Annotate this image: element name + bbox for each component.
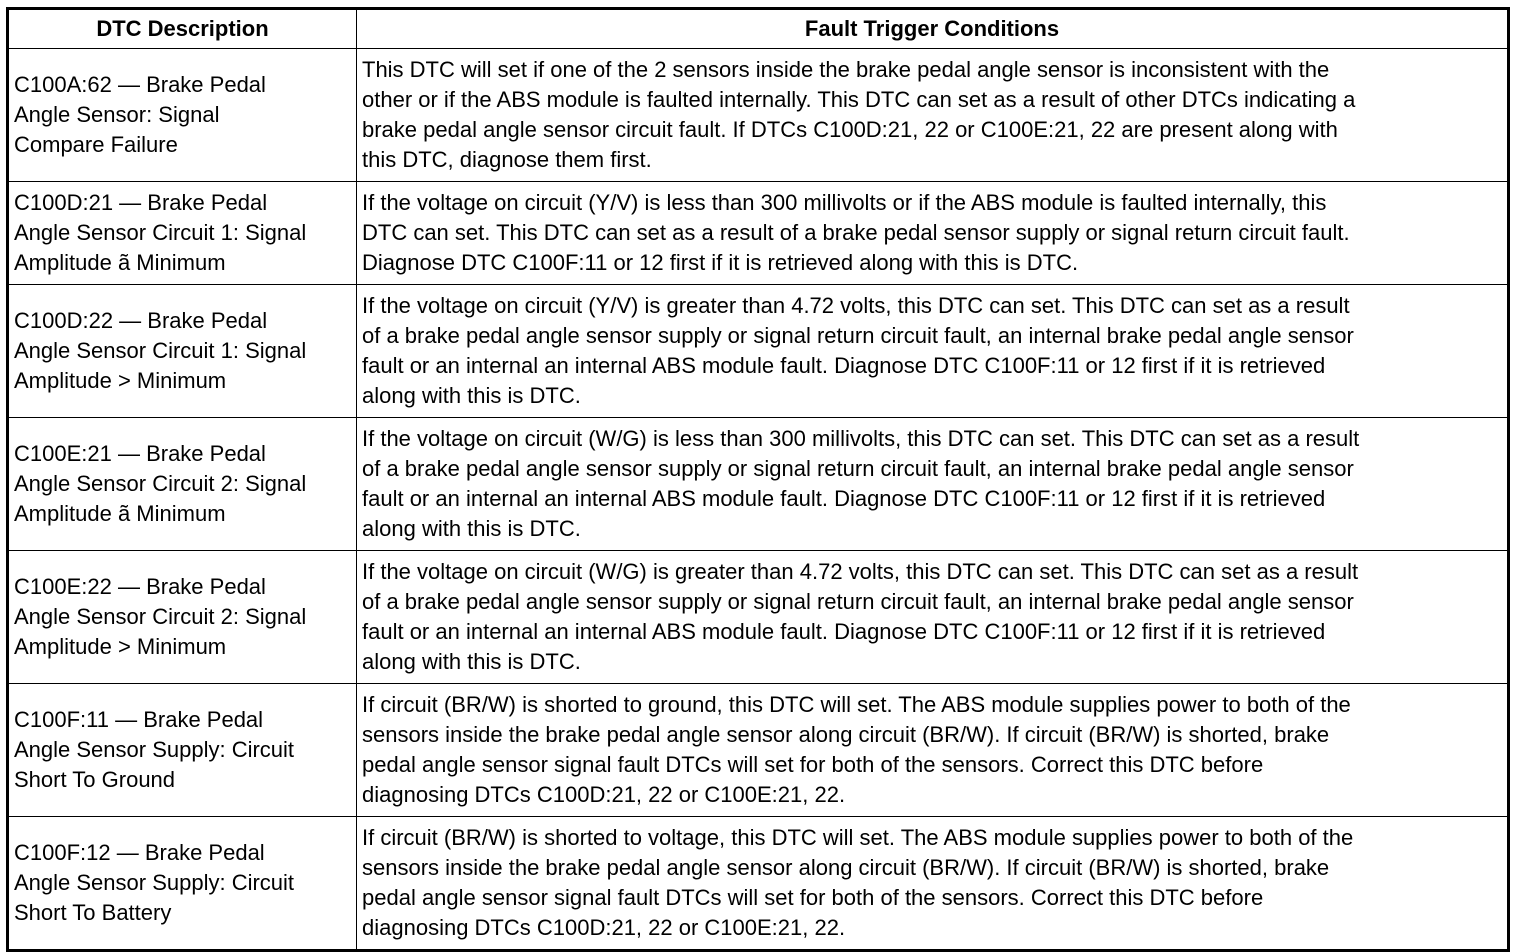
condition-line: this DTC, diagnose them first. <box>362 147 652 172</box>
description-line: C100D:21 — Brake Pedal <box>14 190 268 215</box>
fault-conditions-cell <box>357 418 1509 551</box>
condition-line: diagnosing DTCs C100D:21, 22 or C100E:21, 22. <box>362 915 846 940</box>
description-line: C100E:22 — Brake Pedal <box>14 574 266 599</box>
dtc-description-cell <box>8 182 357 285</box>
description-line: Amplitude ã Minimum <box>14 250 226 275</box>
description-line: C100D:22 — Brake Pedal <box>14 308 268 333</box>
fault-conditions-cell <box>357 684 1509 817</box>
table-row <box>8 684 1509 817</box>
description-line: C100E:21 — Brake Pedal <box>14 441 266 466</box>
condition-line: If the voltage on circuit (Y/V) is less than 300 millivolts or if the ABS module is faulted internally, this <box>362 190 1327 215</box>
table-row <box>8 418 1509 551</box>
condition-line: of a brake pedal angle sensor supply or signal return circuit fault, an internal brake pedal angle sensor <box>362 323 1354 348</box>
table-row <box>8 49 1509 182</box>
fault-conditions-cell <box>357 817 1509 951</box>
description-line: Angle Sensor Circuit 1: Signal <box>14 220 307 245</box>
dtc-description-cell <box>8 49 357 182</box>
condition-line: diagnosing DTCs C100D:21, 22 or C100E:21, 22. <box>362 782 846 807</box>
condition-line: fault or an internal an internal ABS module fault. Diagnose DTC C100F:11 or 12 first if it is retrieved <box>362 619 1326 644</box>
description-line: Angle Sensor Circuit 2: Signal <box>14 471 307 496</box>
condition-line: of a brake pedal angle sensor supply or signal return circuit fault, an internal brake pedal angle sensor <box>362 589 1354 614</box>
table-row <box>8 817 1509 951</box>
condition-line: along with this is DTC. <box>362 516 581 541</box>
header-fault-trigger-conditions: Fault Trigger Conditions <box>357 9 1509 49</box>
fault-conditions-cell <box>357 49 1509 182</box>
condition-line: If circuit (BR/W) is shorted to voltage, this DTC will set. The ABS module supplies power to both of the <box>362 825 1354 850</box>
fault-conditions-cell <box>357 285 1509 418</box>
dtc-description-cell <box>8 684 357 817</box>
condition-line: Diagnose DTC C100F:11 or 12 first if it is retrieved along with this is DTC. <box>362 250 1079 275</box>
dtc-description-cell <box>8 418 357 551</box>
condition-line: pedal angle sensor signal fault DTCs will set for both of the sensors. Correct this DTC before <box>362 885 1264 910</box>
condition-line: DTC can set. This DTC can set as a result of a brake pedal sensor supply or signal return circuit fault. <box>362 220 1350 245</box>
condition-line: If the voltage on circuit (Y/V) is greater than 4.72 volts, this DTC can set. This DTC can set as a result <box>362 293 1350 318</box>
condition-line: other or if the ABS module is faulted internally. This DTC can set as a result of other DTCs indicating a <box>362 87 1356 112</box>
table-row <box>8 285 1509 418</box>
header-dtc-description: DTC Description <box>8 9 357 49</box>
description-line: Compare Failure <box>14 132 178 157</box>
header-row <box>8 9 1509 49</box>
condition-line: pedal angle sensor signal fault DTCs will set for both of the sensors. Correct this DTC before <box>362 752 1264 777</box>
fault-conditions-cell <box>357 182 1509 285</box>
dtc-description-cell <box>8 817 357 951</box>
description-line: Angle Sensor Circuit 2: Signal <box>14 604 307 629</box>
condition-line: This DTC will set if one of the 2 sensors inside the brake pedal angle sensor is inconsistent with the <box>362 57 1330 82</box>
condition-line: along with this is DTC. <box>362 649 581 674</box>
condition-line: of a brake pedal angle sensor supply or signal return circuit fault, an internal brake pedal angle sensor <box>362 456 1354 481</box>
description-line: Amplitude > Minimum <box>14 634 227 659</box>
dtc-table <box>6 7 1510 952</box>
table-row <box>8 551 1509 684</box>
condition-line: If the voltage on circuit (W/G) is less than 300 millivolts, this DTC can set. This DTC can set as a result <box>362 426 1360 451</box>
condition-line: along with this is DTC. <box>362 383 581 408</box>
description-line: Amplitude > Minimum <box>14 368 227 393</box>
description-line: C100F:11 — Brake Pedal <box>14 707 264 732</box>
condition-line: brake pedal angle sensor circuit fault. If DTCs C100D:21, 22 or C100E:21, 22 are present along with <box>362 117 1338 142</box>
dtc-description-cell <box>8 285 357 418</box>
condition-line: fault or an internal an internal ABS module fault. Diagnose DTC C100F:11 or 12 first if it is retrieved <box>362 486 1326 511</box>
condition-line: sensors inside the brake pedal angle sensor along circuit (BR/W). If circuit (BR/W) is shorted, brake <box>362 722 1330 747</box>
dtc-description-cell <box>8 551 357 684</box>
description-line: Short To Ground <box>14 767 176 792</box>
condition-line: If circuit (BR/W) is shorted to ground, this DTC will set. The ABS module supplies power to both of the <box>362 692 1351 717</box>
description-line: Angle Sensor Supply: Circuit <box>14 870 295 895</box>
fault-conditions-cell <box>357 551 1509 684</box>
condition-line: sensors inside the brake pedal angle sensor along circuit (BR/W). If circuit (BR/W) is shorted, brake <box>362 855 1330 880</box>
description-line: Angle Sensor Supply: Circuit <box>14 737 295 762</box>
table-row <box>8 182 1509 285</box>
description-line: Angle Sensor: Signal <box>14 102 220 127</box>
description-line: C100F:12 — Brake Pedal <box>14 840 265 865</box>
condition-line: fault or an internal an internal ABS module fault. Diagnose DTC C100F:11 or 12 first if it is retrieved <box>362 353 1326 378</box>
description-line: Angle Sensor Circuit 1: Signal <box>14 338 307 363</box>
description-line: Amplitude ã Minimum <box>14 501 226 526</box>
description-line: C100A:62 — Brake Pedal <box>14 72 266 97</box>
condition-line: If the voltage on circuit (W/G) is greater than 4.72 volts, this DTC can set. This DTC can set as a result <box>362 559 1359 584</box>
description-line: Short To Battery <box>14 900 172 925</box>
